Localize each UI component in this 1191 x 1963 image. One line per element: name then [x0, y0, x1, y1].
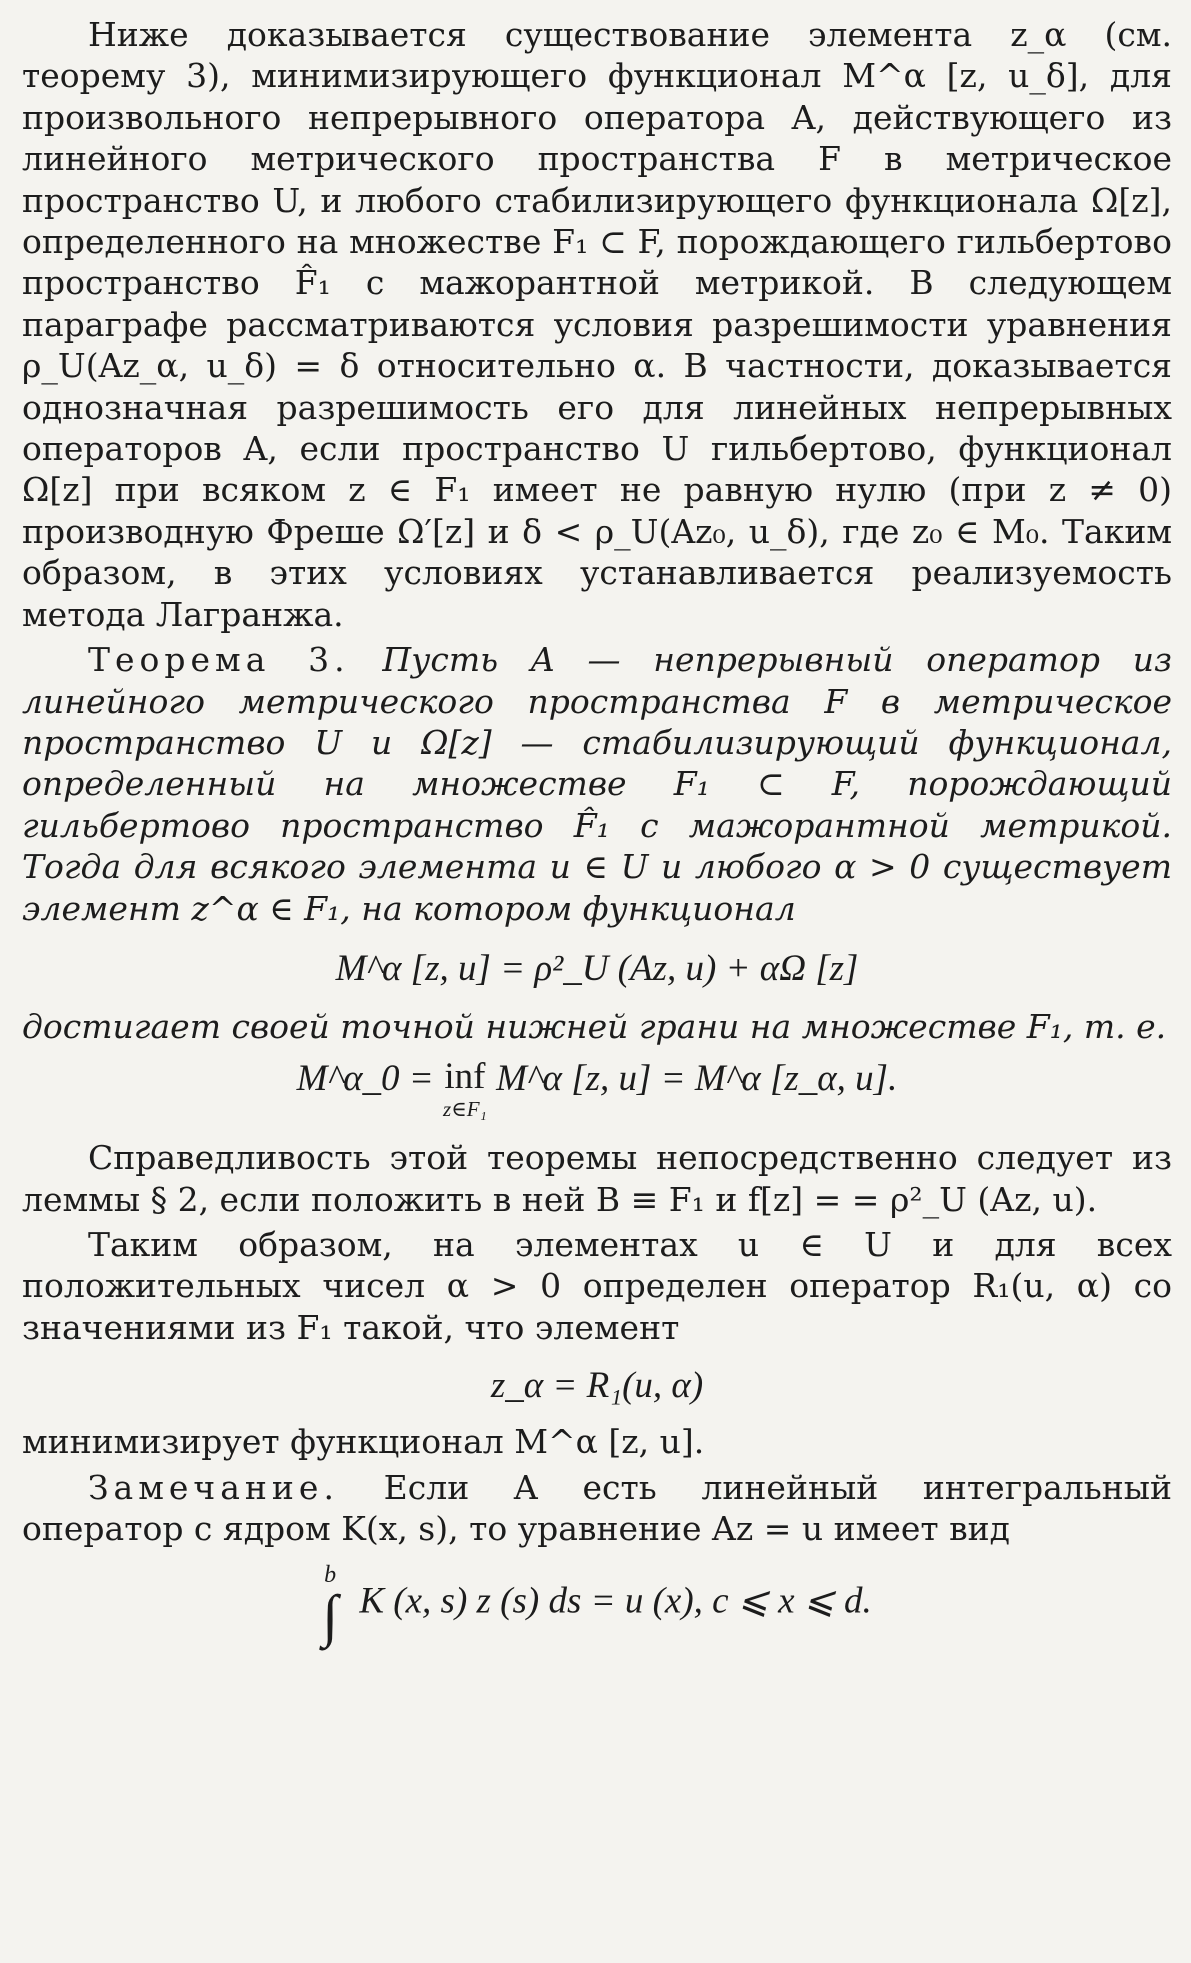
- remark-body: Если A есть линейный интегральный оператор с ядром K(x, s), то уравнение Az = u имеет вид: [22, 1467, 1172, 1548]
- remark-label: Замечание.: [88, 1467, 339, 1507]
- integral-equation: [22, 1562, 1172, 1649]
- integral-upper-limit: b: [324, 1562, 337, 1589]
- thus-paragraph: Таким образом, на элементах u ∈ U и для всех положительных чисел α > 0 определен оператор R₁(u, α) со значениями из F₁ такой, что элемент: [22, 1224, 1172, 1347]
- inf-subscript: z∈F₁: [442, 1097, 487, 1122]
- integral-sign-icon: ∫: [322, 1583, 339, 1649]
- functional-formula: M^α [z, u] = ρ²_U (Az, u) + αΩ [z]: [335, 947, 859, 989]
- book-page: [22, 14, 1172, 1649]
- theorem-label: Теорема 3.: [88, 640, 350, 680]
- remark-paragraph: [22, 1467, 1172, 1550]
- infimum-operator: [443, 1057, 487, 1121]
- inf-symbol: inf: [444, 1056, 486, 1098]
- theorem-3: [22, 639, 1172, 929]
- infimum-right: M^α [z, u] = M^α [z_α, u].: [496, 1058, 898, 1100]
- theorem-body: Пусть A — непрерывный оператор из линейного метрического пространства F в метрическое пространство U и Ω[z] — стабилизирующий функционал, определенный на множестве F₁ ⊂ F, порождающий гильбертово пространство F̂₁ с мажорантной метрикой. Тогда для всякого элемента u ∈ U и любого α > 0 существует элемент z^α ∈ F₁, на котором функционал: [22, 640, 1172, 928]
- minimizes-line: минимизирует функционал M^α [z, u].: [22, 1422, 705, 1462]
- justification-paragraph: Справедливость этой теоремы непосредственно следует из леммы § 2, если положить в ней B ≡ F₁ и f[z] = = ρ²_U (Az, u).: [22, 1138, 1172, 1219]
- infimum-left: M^α_0 =: [296, 1058, 434, 1100]
- intro-paragraph: Ниже доказывается существование элемента z_α (см. теорему 3), минимизирующего функционал M^α [z, u_δ], для произвольного непрерывного оператора A, действующего из линейного метрического пространства F в метрическое пространство U, и любого стабилизирующего функционала Ω[z], определенного на множестве F₁ ⊂ F, порождающего гильбертово пространство F̂₁ с мажорантной метрикой. В следующем параграфе рассматриваются условия разрешимости уравнения ρ_U(Az_α, u_δ) = δ относительно α. В частности, доказывается однозначная разрешимость его для линейных непрерывных операторов A, если пространство U гильбертово, функционал Ω[z] при всяком z ∈ F₁ имеет не равную нулю (при z ≠ 0) производную Фреше Ω′[z] и δ < ρ_U(Az₀, u_δ), где z₀ ∈ M₀. Таким образом, в этих условиях устанавливается реализуемость метода Лагранжа.: [22, 15, 1172, 634]
- integral-operator: [322, 1562, 339, 1649]
- operator-formula: z_α = R₁(u, α): [490, 1365, 704, 1407]
- integral-body: K (x, s) z (s) ds = u (x), c ⩽ x ⩽ d.: [359, 1580, 872, 1622]
- infimum-formula: [22, 1057, 1172, 1121]
- theorem-continuation: достигает своей точной нижней грани на множестве F₁, т. е.: [22, 1006, 1167, 1046]
